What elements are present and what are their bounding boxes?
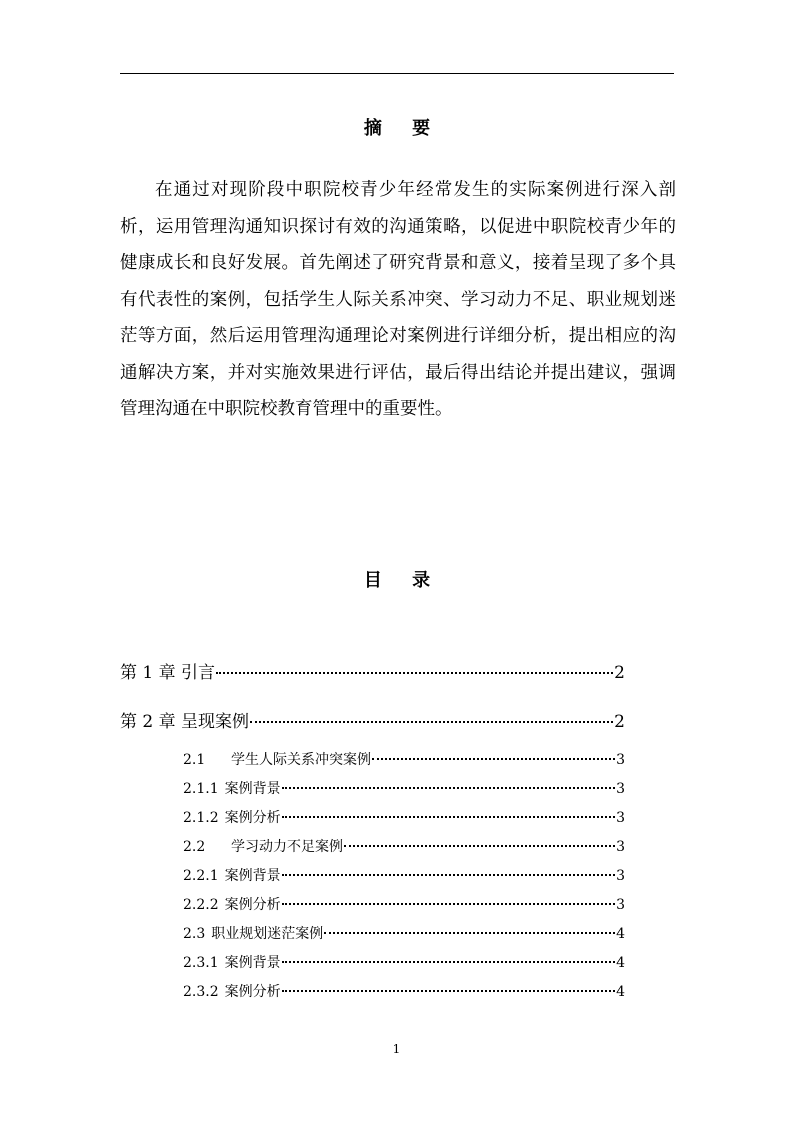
- toc-entry-2-3-2[interactable]: [183, 981, 625, 1001]
- toc-leader-dots: [282, 874, 615, 876]
- toc-entry-page: 4: [616, 984, 625, 1000]
- toc-entry-2-1-1[interactable]: [183, 778, 625, 798]
- toc-entry-page: 3: [616, 839, 625, 855]
- toc-entry-2-1[interactable]: [183, 749, 625, 769]
- toc-entry-label: 学习动力不足案例: [231, 839, 343, 855]
- toc-leader-dots: [282, 903, 615, 905]
- toc-entry-page: 3: [616, 752, 625, 768]
- toc-leader-dots: [282, 961, 615, 963]
- toc-entry-chapter-1[interactable]: [120, 658, 625, 683]
- toc-entry-number: 2.2: [183, 839, 206, 855]
- toc-entry-label: 案例背景: [224, 781, 281, 797]
- toc-entry-2-2-1[interactable]: [183, 865, 625, 885]
- toc-leader-dots: [282, 990, 615, 992]
- toc-entry-number: 2.1.1: [183, 781, 219, 797]
- toc-entry-number: 第 1 章: [120, 663, 176, 683]
- toc-entry-2-1-2[interactable]: [183, 807, 625, 827]
- toc-entry-page: 3: [616, 781, 625, 797]
- toc-entry-page: 2: [614, 712, 625, 732]
- toc-leader-dots: [324, 932, 615, 934]
- abstract-title: 摘 要: [363, 118, 443, 139]
- toc-entry-label: 案例分析: [224, 984, 281, 1000]
- toc-leader-dots: [282, 816, 615, 818]
- toc-leader-dots: [250, 721, 613, 723]
- toc-entry-page: 3: [616, 810, 625, 826]
- toc-entry-label: 引言: [181, 663, 216, 683]
- toc-entry-2-2[interactable]: [183, 836, 625, 856]
- toc-entry-label: 案例分析: [224, 897, 281, 913]
- toc-entry-label: 案例背景: [224, 868, 281, 884]
- toc-entry-page: 3: [616, 897, 625, 913]
- toc-entry-chapter-2[interactable]: [120, 707, 625, 732]
- toc-entry-label: 案例背景: [224, 955, 281, 971]
- toc-entry-page: 2: [614, 663, 625, 683]
- toc-entry-label: 职业规划迷茫案例: [211, 926, 324, 942]
- toc-entry-number: 2.3.1: [183, 955, 219, 971]
- toc-entry-2-3-1[interactable]: [183, 952, 625, 972]
- toc-entry-label: 呈现案例: [181, 712, 250, 732]
- toc-entry-number: 2.1: [183, 752, 206, 768]
- toc-leader-dots: [216, 672, 613, 674]
- toc-entry-page: 3: [616, 868, 625, 884]
- abstract-body: 在通过对现阶段中职院校青少年经常发生的实际案例进行深入剖析，运用管理沟通知识探讨有效的沟通策略，以促进中职院校青少年的健康成长和良好发展。首先阐述了研究背景和意义，接着呈现了多个具有代表性的案例，包括学生人际关系冲突、学习动力不足、职业规划迷茫等方面，然后运用管理沟通理论对案例进行详细分析，提出相应的沟通解决方案，并对实施效果进行评估，最后得出结论并提出建议，强调管理沟通在中职院校教育管理中的重要性。: [120, 180, 676, 419]
- toc-entry-number: 2.3: [183, 926, 206, 942]
- toc-leader-dots: [372, 758, 615, 760]
- toc-title: 目 录: [363, 570, 443, 591]
- toc-entry-number: 2.2.2: [183, 897, 219, 913]
- toc-entry-page: 4: [616, 926, 625, 942]
- toc-entry-label: 案例分析: [224, 810, 281, 826]
- toc-entry-page: 4: [616, 955, 625, 971]
- toc-entry-number: 2.1.2: [183, 810, 219, 826]
- toc-entry-number: 2.2.1: [183, 868, 219, 884]
- toc-entry-2-2-2[interactable]: [183, 894, 625, 914]
- toc-leader-dots: [282, 787, 615, 789]
- header-rule: [120, 73, 674, 74]
- toc-leader-dots: [344, 845, 615, 847]
- page-number: 1: [392, 1042, 401, 1056]
- toc-entry-number: 2.3.2: [183, 984, 219, 1000]
- toc-entry-2-3[interactable]: [183, 923, 625, 943]
- toc-entry-number: 第 2 章: [120, 712, 176, 732]
- toc-entry-label: 学生人际关系冲突案例: [231, 752, 371, 768]
